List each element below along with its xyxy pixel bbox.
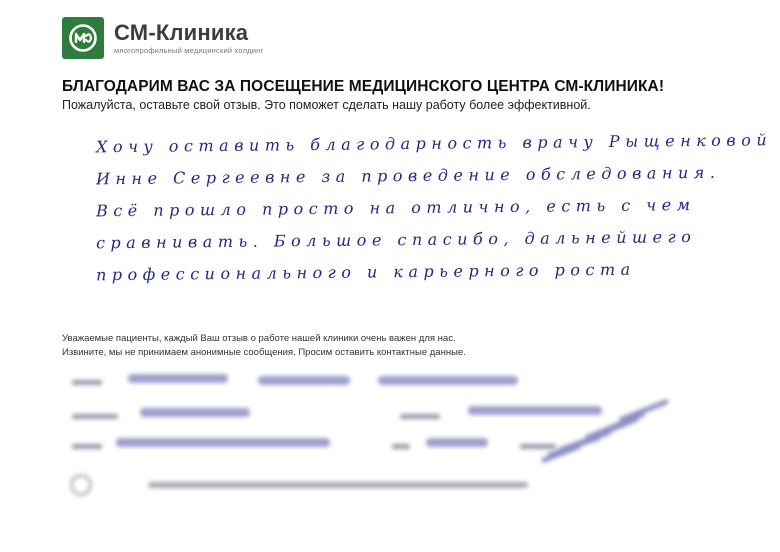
redacted-name-value xyxy=(258,376,350,385)
review-line: Всё прошло просто на отлично, есть с чем xyxy=(95,195,696,221)
redacted-email-value xyxy=(116,438,330,447)
redacted-email-label xyxy=(72,444,102,449)
page-subtitle: Пожалуйста, оставьте свой отзыв. Это поможет сделать нашу работу более эффективной. xyxy=(62,98,591,112)
redacted-card-label xyxy=(400,414,440,419)
redacted-consent-text xyxy=(148,482,528,488)
sm-clinic-logo-icon xyxy=(62,17,104,59)
redacted-consent-checkbox xyxy=(70,474,92,496)
review-line: сравнивать. Большое спасибо, дальнейшего xyxy=(95,227,697,253)
notice-line: Извините, мы не принимаем анонимные сообщения. Просим оставить контактные данные. xyxy=(62,347,466,358)
notice-text xyxy=(62,332,466,360)
logo-name: СМ-Клиника xyxy=(114,20,249,45)
redacted-name-value xyxy=(128,374,228,383)
redacted-signature xyxy=(540,398,670,468)
review-line: Инне Сергеевне за проведение обследования. xyxy=(95,162,721,189)
review-line: Хочу оставить благодарность врачу Рыщенковой xyxy=(95,130,773,157)
page-title: БЛАГОДАРИМ ВАС ЗА ПОСЕЩЕНИЕ МЕДИЦИНСКОГО ЦЕНТРА СМ-КЛИНИКА! xyxy=(62,78,665,95)
redacted-name-value xyxy=(378,376,518,385)
redacted-phone-value xyxy=(140,408,250,417)
redacted-name-label xyxy=(72,380,102,385)
review-line: профессионального и карьерного роста xyxy=(95,259,636,285)
notice-line: Уважаемые пациенты, каждый Ваш отзыв о работе нашей клиники очень важен для нас. xyxy=(62,333,456,344)
logo-tagline: многопрофильный медицинский холдинг xyxy=(114,46,264,55)
clinic-logo xyxy=(62,17,263,59)
redacted-date-label xyxy=(392,444,410,449)
redacted-phone-label xyxy=(72,414,118,419)
handwritten-review xyxy=(95,128,773,288)
redacted-date-value xyxy=(426,438,488,447)
